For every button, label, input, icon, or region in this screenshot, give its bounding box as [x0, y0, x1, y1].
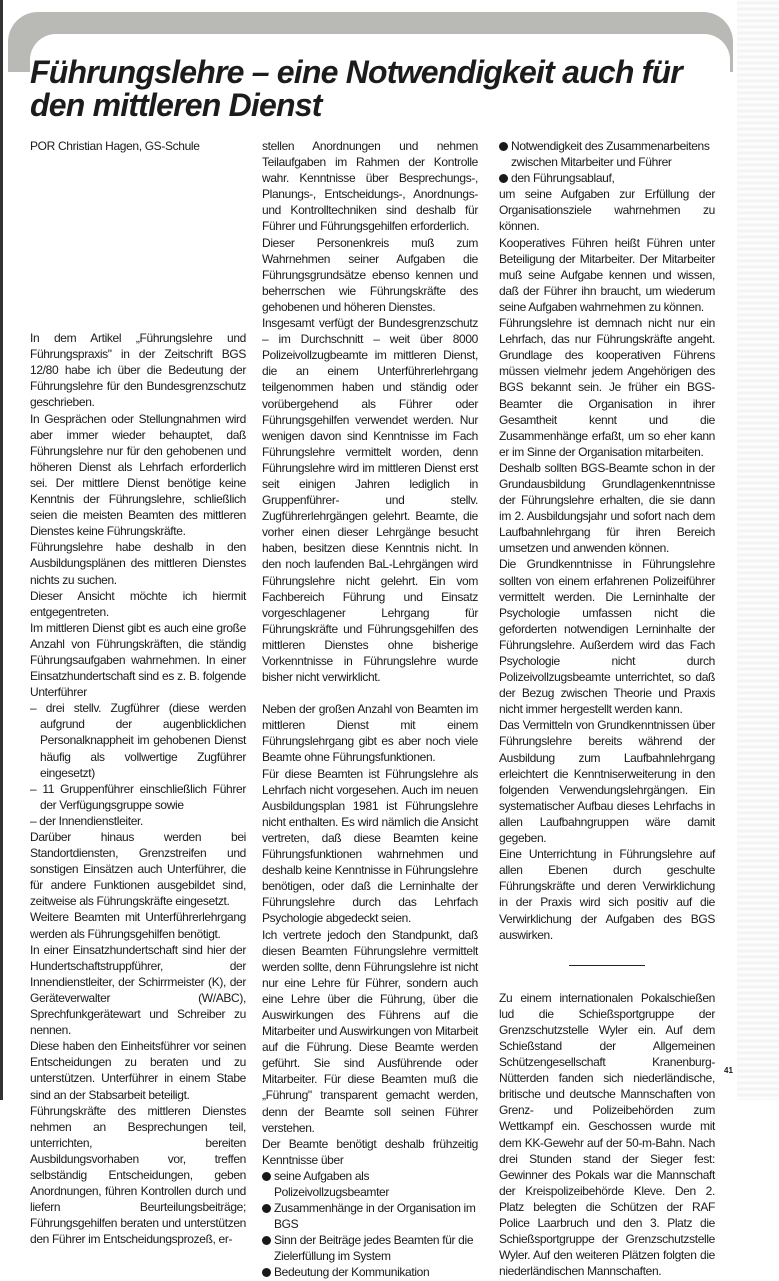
paragraph: In dem Artikel „Führungslehre und Führungspraxis" in der Zeitschrift BGS 12/80 habe ich über die Bedeutung der Führungslehre für den Bundesgrenzschutz geschrieben.	[30, 331, 246, 410]
paragraph: Der Beamte benötigt deshalb frühzeitig Kenntnisse über	[262, 1136, 478, 1167]
paragraph: Im mittleren Dienst gibt es auch eine große Anzahl von Führungskräften, die ständig Führungsaufgaben wahrnehmen. In einer Einsatzhundertschaft sind es z. B. folgende Unterführer	[30, 620, 246, 700]
bullet-icon	[262, 1172, 271, 1181]
dash-item: – 11 Gruppenführer einschließlich Führer der Verfügungsgruppe sowie	[30, 781, 246, 812]
article-title: Führungslehre – eine Notwendigkeit auch für den mittleren Dienst	[30, 54, 682, 123]
paragraph: Führungskräfte des mittleren Dienstes nehmen an Besprechungen teil, unterrichten, bereiten Ausbildungsvorhaben vor, treffen selbständig Entscheidungen, geben Anordnungen, führen Kontrollen durch und liefern Beurteilungsbeiträge; Führungsgehilfen beraten und unterstützen den Führer im Entscheidungsprozeß, er-	[30, 1103, 246, 1247]
column-1	[30, 138, 246, 1247]
dash-item: – drei stellv. Zugführer (diese werden aufgrund der augenblicklichen Personalknappheit im gehobenen Dienst häufig als vollwertige Zugführer eingesetzt)	[30, 701, 246, 780]
column-3	[499, 138, 715, 1279]
bullet-item	[499, 170, 715, 186]
scan-margin	[737, 0, 779, 1100]
page-number: 41	[724, 1066, 733, 1075]
paragraph: Neben der großen Anzahl von Beamten im mittleren Dienst mit einem Führungslehrgang gibt es aber noch viele Beamte ohne Führungsfunktionen.	[262, 702, 478, 765]
paragraph: Das Vermitteln von Grundkenntnissen über Führungslehre bereits während der Ausbildung zum Laufbahnlehrgang erleichtert die Kenntniserweiterung in den folgenden Verwendungslehrgängen. Ein systematischer Aufbau dieses Lehrfachs in allen Laufbahngruppen wäre damit gegeben.	[499, 718, 715, 846]
paragraph: Führungslehre habe deshalb in den Ausbildungsplänen des mittleren Dienstes nichts zu suchen.	[30, 540, 246, 587]
bullet-item	[262, 1168, 478, 1200]
paragraph: Insgesamt verfügt der Bundesgrenzschutz – im Durchschnitt – weit über 8000 Polizeivollzugbeamte im mittleren Dienst, die an einem Unterführerlehrgang teilgenommen haben und ständig oder vorübergehend als Führer oder Führungsgehilfen verwendet werden. Nur wenigen davon sind Kenntnisse im Fach Führungslehre vermittelt worden, denn Führungslehre wird im mittleren Dienst erst seit einigen Jahren lediglich in Gruppenführer- und stellv. Zugführerlehrgängen gelehrt. Beamte, die vorher einen dieser Lehrgänge besucht haben, besitzen diese Kenntnis nicht. In den noch laufenden BaL-Lehrgängen wird Führungslehre nicht gelehrt. Ein vom Fachbereich Führung und Einsatz vorgeschlagener Lehrgang für Führungskräfte und Führungsgehilfen des mittleren Dienstes ohne bisherige Vorkenntnisse in Führungslehre wurde bisher nicht verwirklicht.	[262, 316, 478, 685]
bullet-text: seine Aufgaben als Polizeivollzugsbeamter	[274, 1168, 390, 1199]
paragraph: stellen Anordnungen und nehmen Teilaufgaben im Rahmen der Kontrolle wahr. Kenntnisse über Besprechungs-, Planungs-, Entscheidungs-, Anordnungs- und Kontrolltechniken sind deshalb für Führer und Führungsgehilfen erforderlich.	[262, 139, 478, 234]
bullet-icon	[262, 1268, 271, 1277]
bullet-icon	[499, 174, 508, 183]
paragraph: In Gesprächen oder Stellungnahmen wird aber immer wieder behauptet, daß Führungslehre nur für den gehobenen und höheren Dienst als Lehrfach erforderlich sei. Der mittlere Dienst benötige keine Kenntnis der Führungslehre, schließlich seien die meisten Beamten des mittleren Dienstes keine Führungskräfte.	[30, 411, 246, 539]
bullet-icon	[262, 1204, 271, 1213]
paragraph: Deshalb sollten BGS-Beamte schon in der Grundausbildung Grundlagenkenntnisse der Führungslehre erhalten, die sie dann im 2. Ausbildungsjahr und sofort nach dem Laufbahnlehrgang für ihren Bereich umsetzen und anwenden können.	[499, 460, 715, 556]
paragraph: Die Grundkenntnisse in Führungslehre sollten von einem erfahrenen Polizeiführer vermittelt werden. Die Lerninhalte der Psychologie umfassen nicht die geforderten notwendigen Lerninhalte der Führungslehre. Außerdem wird das Fach Psychologie nicht durch Polizeivollzugsbeamte unterrichtet, so daß der Bezug zwischen Theorie und Praxis nicht immer hergestellt werden kann.	[499, 557, 715, 717]
page-edge	[0, 0, 3, 1100]
paragraph: In einer Einsatzhundertschaft sind hier der Hundertschaftstruppführer, der Innendienstleiter, der Schirrmeister (K), der Geräteverwalter (W/ABC), Sprechfunkgerätewart und Schreiber zu nennen.	[30, 942, 246, 1038]
bullet-icon	[499, 142, 508, 151]
bullet-item	[499, 138, 715, 170]
bullet-text: den Führungsablauf,	[511, 171, 615, 186]
paragraph: Ich vertrete jedoch den Standpunkt, daß diesen Beamten Führungslehre vermittelt werden sollte, denn Führungslehre ist nicht nur eine Lehre für Führer, sondern auch eine Lehre über die Führung, über die Auswirkungen des Führens auf die Mitarbeiter und Auswirkungen von Mitarbeit auf die Führung. Diese Beamte werden geführt. Sie sind Ausführende oder Mitarbeiter. Für diese Beamten muß die „Führung" transparent gemacht werden, denn der Beamte soll seinen Führer verstehen.	[262, 927, 478, 1135]
paragraph: Diese haben den Einheitsführer vor seinen Entscheidungen zu beraten und zu unterstützen. Unterführer in einem Stabe sind an der Stabsarbeit beteiligt.	[30, 1039, 246, 1102]
dash-item: – der Innendienstleiter.	[30, 813, 144, 828]
paragraph: Eine Unterrichtung in Führungslehre auf allen Ebenen durch geschulte Führungskräfte und deren Verwirklichung in der Praxis wird sich positiv auf die Verwirklichung der Aufgaben des BGS auswirken.	[499, 847, 715, 942]
paragraph: um seine Aufgaben zur Erfüllung der Organisationsziele wahrnehmen zu können.	[499, 187, 715, 234]
column-2	[262, 138, 478, 1281]
paragraph: Für diese Beamten ist Führungslehre als Lehrfach nicht vorgesehen. Auch im neuen Ausbildungsplan 1981 ist Führungslehre nicht enthalten. Es wird nämlich die Ansicht vertreten, daß diese Beamten keine Führungsfunktionen wahrnehmen und deshalb keine Kenntnisse in Führungslehre benötigen, oder daß die Lerninhalte der Führungslehre durch das Lehrfach Psychologie abgedeckt seien.	[262, 766, 478, 926]
paragraph: Führungslehre ist demnach nicht nur ein Lehrfach, das nur Führungskräfte angeht. Grundlage des kooperativen Führens müssen vielmehr jedem Angehörigen des BGS bekannt sein. Je früher ein BGS-Beamter die Organisation in ihrer Gesamtheit kennt und die Zusammenhänge erfaßt, um so eher kann er im Sinne der Organisation mitarbeiten.	[499, 316, 715, 459]
bullet-item	[262, 1264, 478, 1280]
paragraph: Weitere Beamten mit Unterführerlehrgang werden als Führungsgehilfen benötigt.	[30, 910, 246, 941]
bullet-text: Sinn der Beiträge jedes Beamten für die Zielerfüllung im System	[274, 1233, 474, 1264]
bullet-text: Notwendigkeit des Zusammenarbeitens zwischen Mitarbeiter und Führer	[511, 139, 710, 170]
bullet-item	[262, 1232, 478, 1264]
paragraph: Dieser Personenkreis muß zum Wahrnehmen seiner Aufgaben die Führungsgrundsätze ebenso kennen und beherrschen wie Führungskräfte des gehobenen und höheren Dienstes.	[262, 235, 478, 314]
separator-rule	[569, 965, 645, 966]
paragraph: Kooperatives Führen heißt Führen unter Beteiligung der Mitarbeiter. Der Mitarbeiter muß seine Aufgabe kennen und wissen, daß der Führer ihn braucht, um wiederum seine Aufgaben wahrnehmen zu können.	[499, 235, 715, 314]
news-notice: Zu einem internationalen Pokalschießen lud die Schießsportgruppe der Grenzschutzstelle Wyler ein. Auf dem Schießstand der Allgemeinen Schützengesellschaft Kranenburg-Nütterden fanden sich niederländische, britische und deutsche Mannschaften von Grenz- und Polizeibehörden zum Wettkampf ein. Geschossen wurde mit dem KK-Gewehr auf der 50-m-Bahn. Nach drei Stunden stand der Sieger fest: Gewinner des Pokals war die Mannschaft der Kreispolizeibehörde Kleve. Den 2. Platz belegten die Schützen der RAF Police Laarbruch und den 3. Platz die Schießsportgruppe der Grenzschutzstelle Wyler. Auf den weiteren Plätzen folgten die niederländischen Mannschaften.	[499, 990, 715, 1279]
paragraph: Darüber hinaus werden bei Standortdiensten, Grenzstreifen und sonstigen Einsätzen auch Unterführer, die für andere Funktionen ausgebildet sind, zeitweise als Führungskräfte eingesetzt.	[30, 830, 246, 909]
bullet-item	[262, 1200, 478, 1232]
paragraph: Dieser Ansicht möchte ich hiermit entgegentreten.	[30, 588, 246, 619]
byline: POR Christian Hagen, GS-Schule	[30, 139, 200, 153]
bullet-text: Zusammenhänge in der Organisation im BGS	[274, 1201, 476, 1232]
bullet-text: Bedeutung der Kommunikation	[274, 1265, 430, 1280]
bullet-icon	[262, 1236, 271, 1245]
